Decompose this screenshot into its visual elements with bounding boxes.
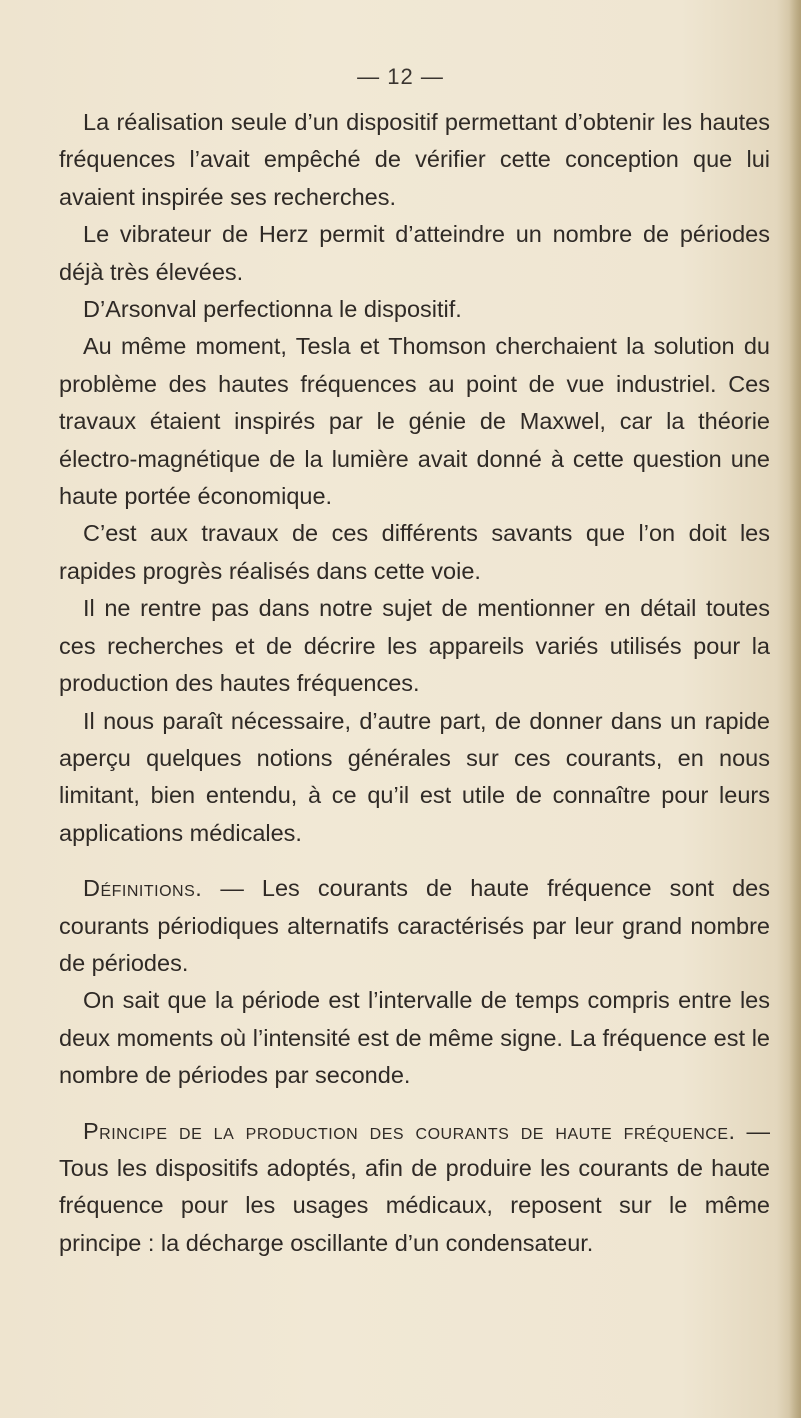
section-heading-definitions: Définitions. bbox=[83, 875, 203, 902]
paragraph-definitions-text: — Les courants de haute fréquence sont des courants périodiques alternatifs caractérisés par leur grand nombre de périodes. bbox=[59, 875, 770, 976]
paragraph-5: C’est aux travaux de ces différents savants que l’on doit les rapides progrès réalisés dans cette voie. bbox=[59, 520, 770, 584]
paragraph-3: D’Arsonval perfectionna le dispositif. bbox=[83, 296, 462, 323]
paragraph-9: On sait que la période est l’intervalle de temps compris entre les deux moments où l’intensité est de même signe. La fréquence est le nombre de périodes par seconde. bbox=[59, 987, 770, 1089]
paragraph-principe bbox=[59, 1113, 770, 1263]
paragraph-6: Il ne rentre pas dans notre sujet de mentionner en détail toutes ces recherches et de décrire les appareils variés utilisés pour la production des hautes fréquences. bbox=[59, 595, 770, 697]
page-edge-shadow bbox=[789, 0, 801, 1418]
paragraph-7: Il nous paraît nécessaire, d’autre part, de donner dans un rapide aperçu quelques notions générales sur ces courants, en nous limitant, bien entendu, à ce qu’il est utile de connaître pour leurs applications médicales. bbox=[59, 707, 770, 846]
paragraph-definitions bbox=[59, 870, 770, 982]
paragraph-4: Au même moment, Tesla et Thomson cherchaient la solution du problème des hautes fréquences au point de vue industriel. Ces travaux étaient inspirés par le génie de Maxwel, car la théorie électro-magnétique de la lumière avait donné à cette question une haute portée économique. bbox=[59, 333, 770, 510]
paragraph-2: Le vibrateur de Herz permit d’atteindre un nombre de périodes déjà très élevées. bbox=[59, 221, 770, 285]
page-number: — 12 — bbox=[357, 64, 444, 89]
section-heading-principe: Principe de la production des courants de haute fréquence. bbox=[83, 1117, 736, 1144]
body-text bbox=[59, 104, 770, 1262]
paragraph-principe-text: — Tous les dispositifs adoptés, afin de produire les courants de haute fréquence pour les usages médicaux, reposent sur le même principe : la décharge oscillante d’un condensateur. bbox=[59, 1117, 771, 1256]
paragraph-1: La réalisation seule d’un dispositif permettant d’obtenir les hautes fréquences l’avait empêché de vérifier cette conception que lui avaient inspirée ses recherches. bbox=[59, 109, 770, 210]
